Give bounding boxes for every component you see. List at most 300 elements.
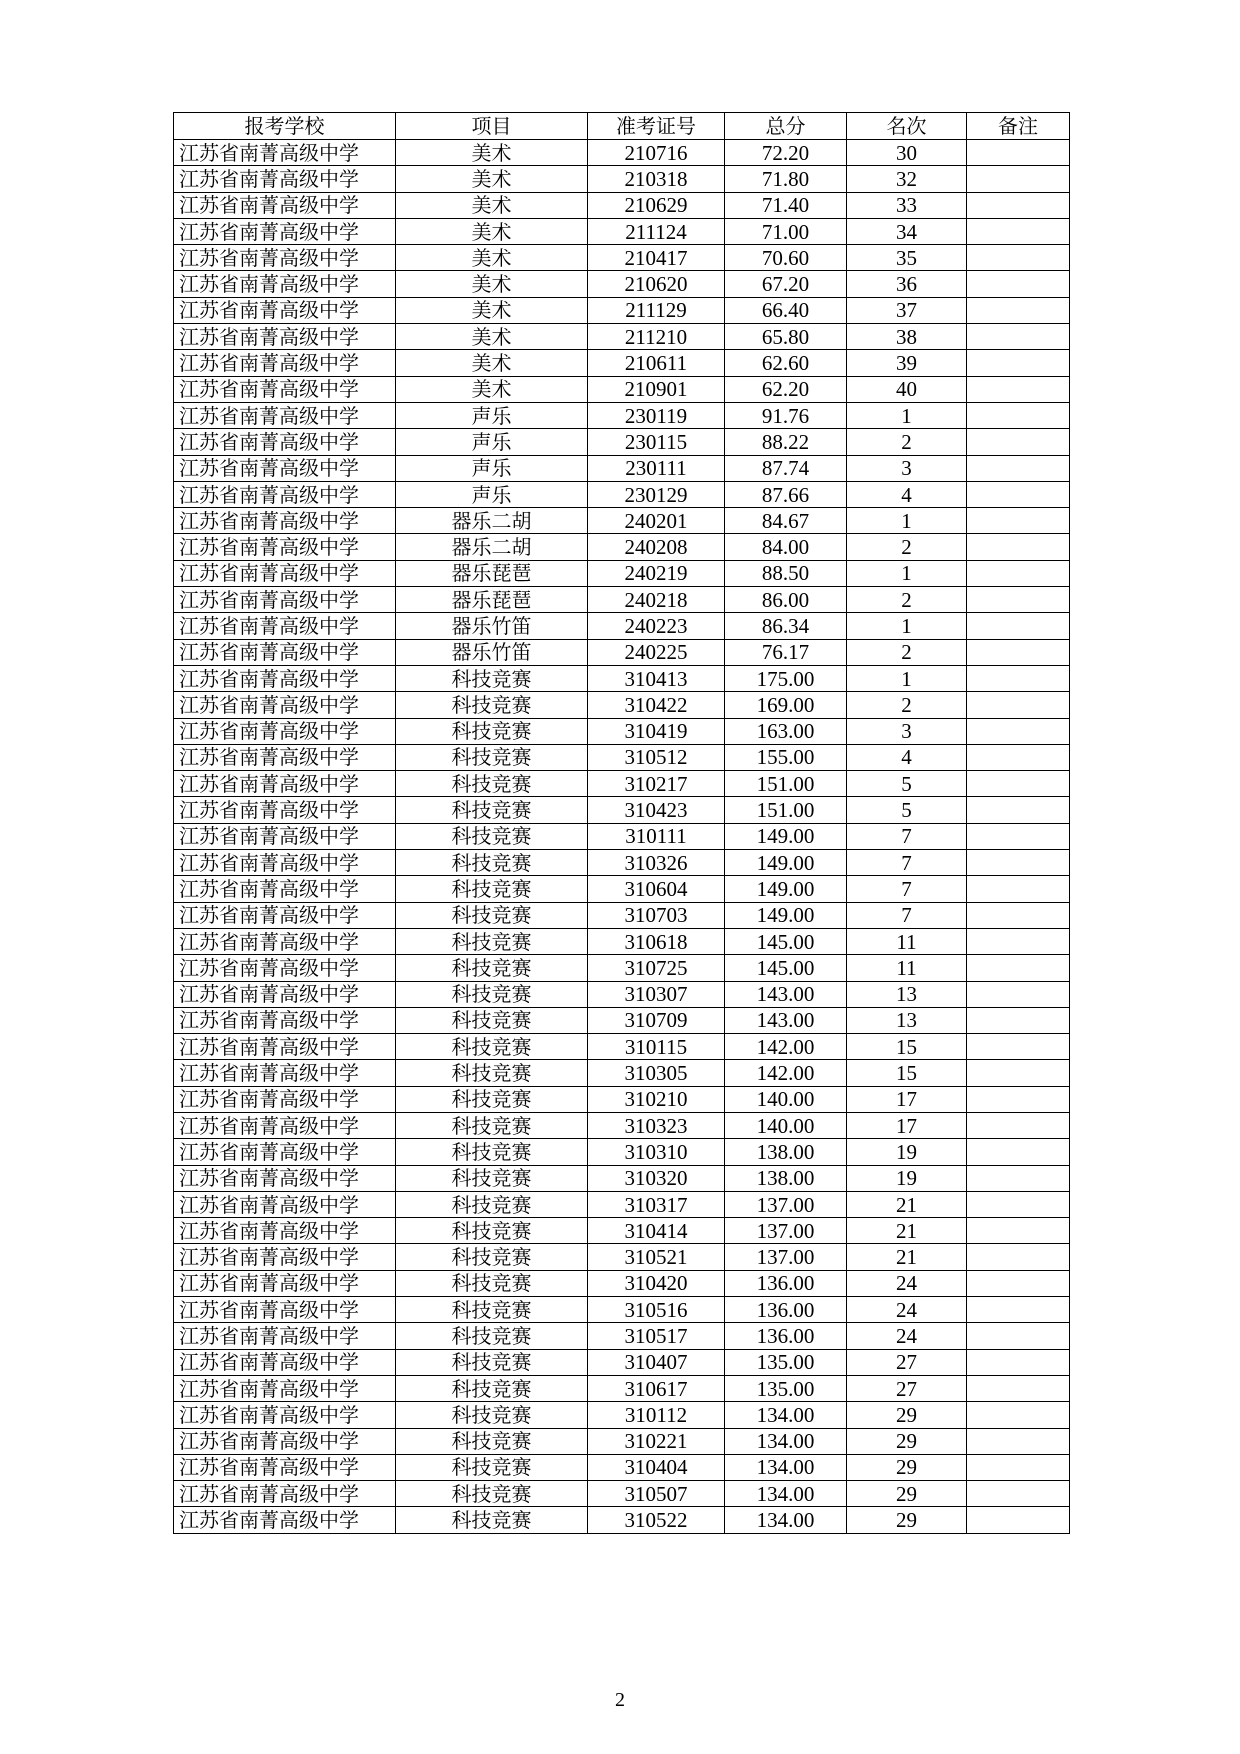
- cell-note: [967, 402, 1070, 428]
- table-row: [174, 245, 1070, 271]
- table-row: [174, 718, 1070, 744]
- cell-project: 科技竞赛: [396, 744, 588, 770]
- cell-rank: 2: [847, 692, 967, 718]
- cell-note: [967, 692, 1070, 718]
- cell-total-score: 134.00: [725, 1481, 847, 1507]
- header-row: [174, 113, 1070, 140]
- cell-exam-number: 310516: [588, 1297, 725, 1323]
- cell-project: 科技竞赛: [396, 1112, 588, 1138]
- cell-total-score: 149.00: [725, 823, 847, 849]
- cell-total-score: 151.00: [725, 797, 847, 823]
- header-school: 报考学校: [174, 113, 396, 140]
- cell-rank: 5: [847, 771, 967, 797]
- cell-rank: 30: [847, 140, 967, 166]
- cell-note: [967, 1481, 1070, 1507]
- cell-total-score: 135.00: [725, 1349, 847, 1375]
- cell-exam-number: 310307: [588, 981, 725, 1007]
- table-row: [174, 324, 1070, 350]
- cell-note: [967, 744, 1070, 770]
- table-row: [174, 1034, 1070, 1060]
- cell-note: [967, 928, 1070, 954]
- cell-school: 江苏省南菁高级中学: [174, 692, 396, 718]
- cell-project: 科技竞赛: [396, 718, 588, 744]
- cell-total-score: 143.00: [725, 981, 847, 1007]
- cell-school: 江苏省南菁高级中学: [174, 1402, 396, 1428]
- cell-school: 江苏省南菁高级中学: [174, 981, 396, 1007]
- cell-school: 江苏省南菁高级中学: [174, 718, 396, 744]
- cell-project: 科技竞赛: [396, 1323, 588, 1349]
- cell-exam-number: 310407: [588, 1349, 725, 1375]
- cell-exam-number: 230129: [588, 481, 725, 507]
- cell-rank: 7: [847, 850, 967, 876]
- table-row: [174, 166, 1070, 192]
- cell-exam-number: 310112: [588, 1402, 725, 1428]
- header-project: 项目: [396, 113, 588, 140]
- cell-note: [967, 955, 1070, 981]
- table-body: [174, 140, 1070, 1534]
- cell-exam-number: 310618: [588, 928, 725, 954]
- cell-exam-number: 230115: [588, 429, 725, 455]
- cell-project: 科技竞赛: [396, 1191, 588, 1217]
- cell-note: [967, 1060, 1070, 1086]
- cell-total-score: 137.00: [725, 1191, 847, 1217]
- table-row: [174, 376, 1070, 402]
- cell-school: 江苏省南菁高级中学: [174, 1507, 396, 1533]
- cell-school: 江苏省南菁高级中学: [174, 1060, 396, 1086]
- table-row: [174, 1244, 1070, 1270]
- cell-school: 江苏省南菁高级中学: [174, 1481, 396, 1507]
- cell-exam-number: 310111: [588, 823, 725, 849]
- cell-project: 科技竞赛: [396, 1060, 588, 1086]
- cell-exam-number: 310522: [588, 1507, 725, 1533]
- cell-note: [967, 297, 1070, 323]
- cell-rank: 19: [847, 1139, 967, 1165]
- cell-school: 江苏省南菁高级中学: [174, 1349, 396, 1375]
- cell-rank: 17: [847, 1086, 967, 1112]
- cell-project: 科技竞赛: [396, 955, 588, 981]
- cell-school: 江苏省南菁高级中学: [174, 1139, 396, 1165]
- cell-exam-number: 310414: [588, 1218, 725, 1244]
- cell-exam-number: 310115: [588, 1034, 725, 1060]
- table-row: [174, 1323, 1070, 1349]
- cell-total-score: 71.80: [725, 166, 847, 192]
- cell-rank: 7: [847, 876, 967, 902]
- cell-project: 科技竞赛: [396, 1270, 588, 1296]
- cell-exam-number: 310725: [588, 955, 725, 981]
- cell-exam-number: 310217: [588, 771, 725, 797]
- cell-school: 江苏省南菁高级中学: [174, 587, 396, 613]
- table-row: [174, 1349, 1070, 1375]
- cell-school: 江苏省南菁高级中学: [174, 1034, 396, 1060]
- cell-rank: 29: [847, 1507, 967, 1533]
- cell-project: 科技竞赛: [396, 797, 588, 823]
- cell-school: 江苏省南菁高级中学: [174, 481, 396, 507]
- cell-project: 科技竞赛: [396, 771, 588, 797]
- cell-note: [967, 1034, 1070, 1060]
- table-row: [174, 1165, 1070, 1191]
- cell-project: 器乐琵琶: [396, 560, 588, 586]
- cell-project: 声乐: [396, 402, 588, 428]
- table-row: [174, 192, 1070, 218]
- cell-school: 江苏省南菁高级中学: [174, 1165, 396, 1191]
- table-row: [174, 1112, 1070, 1138]
- cell-note: [967, 1454, 1070, 1480]
- cell-note: [967, 218, 1070, 244]
- table-row: [174, 771, 1070, 797]
- cell-school: 江苏省南菁高级中学: [174, 823, 396, 849]
- table-row: [174, 1086, 1070, 1112]
- cell-total-score: 149.00: [725, 850, 847, 876]
- cell-project: 科技竞赛: [396, 1139, 588, 1165]
- cell-exam-number: 240225: [588, 639, 725, 665]
- cell-note: [967, 1165, 1070, 1191]
- table-row: [174, 876, 1070, 902]
- cell-note: [967, 1007, 1070, 1033]
- table-row: [174, 613, 1070, 639]
- table-row: [174, 455, 1070, 481]
- cell-school: 江苏省南菁高级中学: [174, 797, 396, 823]
- cell-rank: 4: [847, 744, 967, 770]
- table-row: [174, 1481, 1070, 1507]
- cell-rank: 29: [847, 1402, 967, 1428]
- cell-rank: 11: [847, 955, 967, 981]
- table-row: [174, 823, 1070, 849]
- cell-exam-number: 310320: [588, 1165, 725, 1191]
- table-row: [174, 1139, 1070, 1165]
- cell-total-score: 70.60: [725, 245, 847, 271]
- cell-note: [967, 823, 1070, 849]
- cell-exam-number: 310617: [588, 1375, 725, 1401]
- cell-school: 江苏省南菁高级中学: [174, 850, 396, 876]
- cell-exam-number: 230119: [588, 402, 725, 428]
- cell-school: 江苏省南菁高级中学: [174, 665, 396, 691]
- cell-exam-number: 240223: [588, 613, 725, 639]
- cell-exam-number: 210318: [588, 166, 725, 192]
- cell-total-score: 84.00: [725, 534, 847, 560]
- table-row: [174, 1375, 1070, 1401]
- cell-rank: 32: [847, 166, 967, 192]
- cell-school: 江苏省南菁高级中学: [174, 1454, 396, 1480]
- cell-school: 江苏省南菁高级中学: [174, 902, 396, 928]
- cell-school: 江苏省南菁高级中学: [174, 613, 396, 639]
- cell-total-score: 151.00: [725, 771, 847, 797]
- table-row: [174, 534, 1070, 560]
- cell-project: 声乐: [396, 481, 588, 507]
- cell-total-score: 72.20: [725, 140, 847, 166]
- table-row: [174, 587, 1070, 613]
- cell-note: [967, 481, 1070, 507]
- cell-note: [967, 376, 1070, 402]
- table-row: [174, 955, 1070, 981]
- cell-total-score: 71.00: [725, 218, 847, 244]
- cell-project: 科技竞赛: [396, 850, 588, 876]
- cell-rank: 35: [847, 245, 967, 271]
- table-row: [174, 350, 1070, 376]
- cell-rank: 7: [847, 902, 967, 928]
- table-row: [174, 981, 1070, 1007]
- cell-exam-number: 240218: [588, 587, 725, 613]
- cell-note: [967, 771, 1070, 797]
- cell-project: 科技竞赛: [396, 981, 588, 1007]
- cell-school: 江苏省南菁高级中学: [174, 324, 396, 350]
- table-row: [174, 639, 1070, 665]
- cell-total-score: 76.17: [725, 639, 847, 665]
- cell-total-score: 145.00: [725, 928, 847, 954]
- table-row: [174, 1007, 1070, 1033]
- cell-total-score: 84.67: [725, 508, 847, 534]
- cell-exam-number: 210620: [588, 271, 725, 297]
- cell-exam-number: 310517: [588, 1323, 725, 1349]
- cell-school: 江苏省南菁高级中学: [174, 271, 396, 297]
- cell-project: 美术: [396, 297, 588, 323]
- cell-school: 江苏省南菁高级中学: [174, 534, 396, 560]
- cell-school: 江苏省南菁高级中学: [174, 1375, 396, 1401]
- table-row: [174, 1297, 1070, 1323]
- cell-rank: 1: [847, 508, 967, 534]
- cell-total-score: 136.00: [725, 1270, 847, 1296]
- cell-exam-number: 210611: [588, 350, 725, 376]
- cell-exam-number: 210901: [588, 376, 725, 402]
- cell-project: 科技竞赛: [396, 1086, 588, 1112]
- cell-note: [967, 639, 1070, 665]
- cell-rank: 15: [847, 1060, 967, 1086]
- cell-total-score: 65.80: [725, 324, 847, 350]
- table-row: [174, 1191, 1070, 1217]
- cell-school: 江苏省南菁高级中学: [174, 1112, 396, 1138]
- cell-note: [967, 1375, 1070, 1401]
- cell-total-score: 135.00: [725, 1375, 847, 1401]
- cell-school: 江苏省南菁高级中学: [174, 376, 396, 402]
- cell-project: 科技竞赛: [396, 1402, 588, 1428]
- cell-project: 器乐二胡: [396, 508, 588, 534]
- cell-project: 科技竞赛: [396, 928, 588, 954]
- cell-total-score: 143.00: [725, 1007, 847, 1033]
- cell-rank: 29: [847, 1481, 967, 1507]
- cell-note: [967, 1244, 1070, 1270]
- cell-total-score: 136.00: [725, 1297, 847, 1323]
- cell-total-score: 87.66: [725, 481, 847, 507]
- table-row: [174, 850, 1070, 876]
- table-row: [174, 560, 1070, 586]
- cell-project: 科技竞赛: [396, 1481, 588, 1507]
- cell-note: [967, 902, 1070, 928]
- cell-total-score: 136.00: [725, 1323, 847, 1349]
- cell-note: [967, 1139, 1070, 1165]
- cell-total-score: 142.00: [725, 1060, 847, 1086]
- cell-rank: 21: [847, 1218, 967, 1244]
- cell-project: 科技竞赛: [396, 1034, 588, 1060]
- cell-school: 江苏省南菁高级中学: [174, 192, 396, 218]
- cell-school: 江苏省南菁高级中学: [174, 1218, 396, 1244]
- cell-project: 声乐: [396, 455, 588, 481]
- cell-project: 科技竞赛: [396, 823, 588, 849]
- cell-total-score: 137.00: [725, 1244, 847, 1270]
- cell-note: [967, 613, 1070, 639]
- cell-exam-number: 310709: [588, 1007, 725, 1033]
- cell-rank: 29: [847, 1428, 967, 1454]
- cell-school: 江苏省南菁高级中学: [174, 1323, 396, 1349]
- cell-project: 器乐二胡: [396, 534, 588, 560]
- cell-total-score: 137.00: [725, 1218, 847, 1244]
- cell-rank: 24: [847, 1323, 967, 1349]
- cell-project: 科技竞赛: [396, 1165, 588, 1191]
- table-row: [174, 140, 1070, 166]
- table-row: [174, 271, 1070, 297]
- cell-note: [967, 665, 1070, 691]
- cell-exam-number: 310413: [588, 665, 725, 691]
- cell-total-score: 138.00: [725, 1139, 847, 1165]
- cell-note: [967, 508, 1070, 534]
- cell-exam-number: 310221: [588, 1428, 725, 1454]
- cell-school: 江苏省南菁高级中学: [174, 350, 396, 376]
- cell-school: 江苏省南菁高级中学: [174, 928, 396, 954]
- cell-project: 美术: [396, 376, 588, 402]
- cell-exam-number: 310512: [588, 744, 725, 770]
- cell-exam-number: 310521: [588, 1244, 725, 1270]
- cell-note: [967, 455, 1070, 481]
- cell-rank: 3: [847, 455, 967, 481]
- cell-note: [967, 534, 1070, 560]
- cell-exam-number: 211210: [588, 324, 725, 350]
- cell-note: [967, 981, 1070, 1007]
- cell-school: 江苏省南菁高级中学: [174, 771, 396, 797]
- cell-exam-number: 210629: [588, 192, 725, 218]
- cell-total-score: 62.60: [725, 350, 847, 376]
- cell-project: 科技竞赛: [396, 1244, 588, 1270]
- cell-rank: 33: [847, 192, 967, 218]
- cell-exam-number: 211129: [588, 297, 725, 323]
- cell-rank: 1: [847, 613, 967, 639]
- cell-rank: 2: [847, 429, 967, 455]
- cell-rank: 2: [847, 639, 967, 665]
- cell-note: [967, 1112, 1070, 1138]
- table-header: [174, 113, 1070, 140]
- cell-school: 江苏省南菁高级中学: [174, 402, 396, 428]
- cell-rank: 2: [847, 534, 967, 560]
- cell-total-score: 67.20: [725, 271, 847, 297]
- cell-project: 科技竞赛: [396, 1218, 588, 1244]
- cell-total-score: 66.40: [725, 297, 847, 323]
- cell-note: [967, 587, 1070, 613]
- table-row: [174, 1218, 1070, 1244]
- cell-exam-number: 230111: [588, 455, 725, 481]
- cell-school: 江苏省南菁高级中学: [174, 560, 396, 586]
- table-row: [174, 665, 1070, 691]
- cell-exam-number: 210417: [588, 245, 725, 271]
- cell-note: [967, 245, 1070, 271]
- cell-school: 江苏省南菁高级中学: [174, 639, 396, 665]
- cell-rank: 2: [847, 587, 967, 613]
- cell-rank: 27: [847, 1375, 967, 1401]
- cell-rank: 17: [847, 1112, 967, 1138]
- cell-rank: 11: [847, 928, 967, 954]
- cell-rank: 1: [847, 665, 967, 691]
- cell-school: 江苏省南菁高级中学: [174, 429, 396, 455]
- table-row: [174, 902, 1070, 928]
- cell-rank: 27: [847, 1349, 967, 1375]
- cell-rank: 7: [847, 823, 967, 849]
- table-row: [174, 508, 1070, 534]
- header-exam-number: 准考证号: [588, 113, 725, 140]
- cell-rank: 19: [847, 1165, 967, 1191]
- cell-note: [967, 718, 1070, 744]
- cell-rank: 39: [847, 350, 967, 376]
- cell-total-score: 140.00: [725, 1086, 847, 1112]
- cell-school: 江苏省南菁高级中学: [174, 1428, 396, 1454]
- cell-rank: 1: [847, 560, 967, 586]
- cell-rank: 37: [847, 297, 967, 323]
- cell-project: 器乐琵琶: [396, 587, 588, 613]
- cell-project: 美术: [396, 324, 588, 350]
- cell-school: 江苏省南菁高级中学: [174, 876, 396, 902]
- cell-rank: 24: [847, 1297, 967, 1323]
- cell-exam-number: 310323: [588, 1112, 725, 1138]
- cell-rank: 15: [847, 1034, 967, 1060]
- cell-project: 美术: [396, 350, 588, 376]
- cell-total-score: 86.00: [725, 587, 847, 613]
- cell-exam-number: 240201: [588, 508, 725, 534]
- cell-total-score: 142.00: [725, 1034, 847, 1060]
- cell-rank: 34: [847, 218, 967, 244]
- cell-project: 美术: [396, 218, 588, 244]
- cell-project: 科技竞赛: [396, 1507, 588, 1533]
- cell-exam-number: 211124: [588, 218, 725, 244]
- cell-rank: 40: [847, 376, 967, 402]
- cell-note: [967, 797, 1070, 823]
- cell-school: 江苏省南菁高级中学: [174, 1086, 396, 1112]
- cell-total-score: 149.00: [725, 876, 847, 902]
- cell-exam-number: 310420: [588, 1270, 725, 1296]
- cell-school: 江苏省南菁高级中学: [174, 1007, 396, 1033]
- cell-note: [967, 560, 1070, 586]
- cell-exam-number: 310604: [588, 876, 725, 902]
- cell-exam-number: 310419: [588, 718, 725, 744]
- header-total-score: 总分: [725, 113, 847, 140]
- cell-rank: 38: [847, 324, 967, 350]
- cell-rank: 3: [847, 718, 967, 744]
- cell-school: 江苏省南菁高级中学: [174, 1244, 396, 1270]
- cell-total-score: 149.00: [725, 902, 847, 928]
- page-number: 2: [615, 1689, 625, 1711]
- table-row: [174, 1270, 1070, 1296]
- cell-school: 江苏省南菁高级中学: [174, 297, 396, 323]
- cell-project: 声乐: [396, 429, 588, 455]
- cell-project: 美术: [396, 192, 588, 218]
- cell-note: [967, 271, 1070, 297]
- cell-school: 江苏省南菁高级中学: [174, 744, 396, 770]
- cell-exam-number: 310423: [588, 797, 725, 823]
- cell-note: [967, 850, 1070, 876]
- cell-project: 美术: [396, 245, 588, 271]
- cell-school: 江苏省南菁高级中学: [174, 455, 396, 481]
- cell-exam-number: 310703: [588, 902, 725, 928]
- cell-note: [967, 1218, 1070, 1244]
- cell-exam-number: 310210: [588, 1086, 725, 1112]
- cell-school: 江苏省南菁高级中学: [174, 218, 396, 244]
- table-row: [174, 928, 1070, 954]
- cell-total-score: 71.40: [725, 192, 847, 218]
- table-row: [174, 1402, 1070, 1428]
- cell-exam-number: 310422: [588, 692, 725, 718]
- cell-total-score: 175.00: [725, 665, 847, 691]
- cell-exam-number: 310404: [588, 1454, 725, 1480]
- cell-project: 科技竞赛: [396, 876, 588, 902]
- cell-note: [967, 1402, 1070, 1428]
- cell-school: 江苏省南菁高级中学: [174, 1270, 396, 1296]
- cell-note: [967, 350, 1070, 376]
- cell-exam-number: 310310: [588, 1139, 725, 1165]
- table-row: [174, 1507, 1070, 1533]
